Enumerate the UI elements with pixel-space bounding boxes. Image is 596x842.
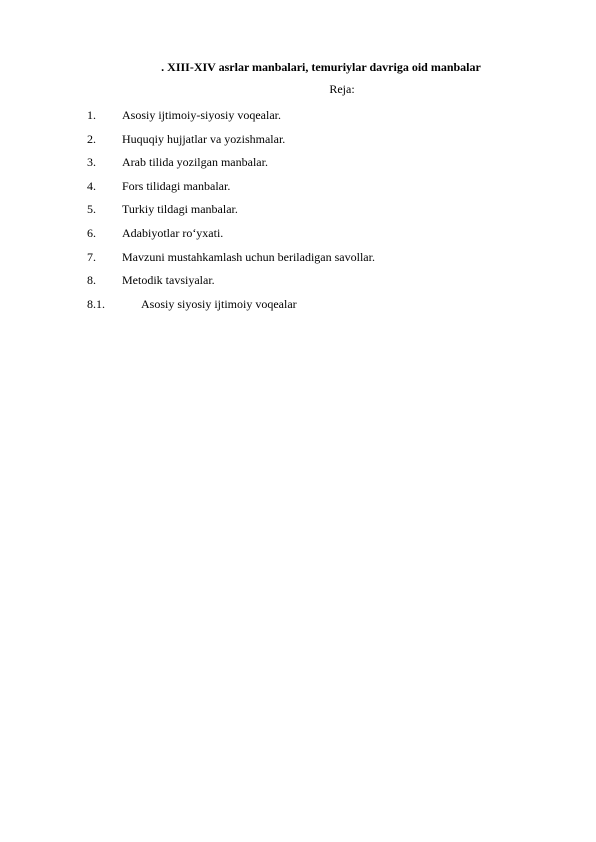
plan-list (0, 107, 596, 319)
plan-item (0, 154, 596, 178)
document-title: . XIII-XIV asrlar manbalari, temuriylar davriga oid manbalar (161, 60, 481, 74)
plan-item (0, 178, 596, 202)
plan-item (0, 201, 596, 225)
plan-item-number: 7. (87, 249, 96, 264)
plan-item-text: Asosiy siyosiy ijtimoiy voqealar (141, 296, 297, 311)
plan-item-number: 2. (87, 131, 96, 146)
plan-item-number: 6. (87, 225, 96, 240)
plan-item-text: Turkiy tildagi manbalar. (122, 202, 238, 217)
plan-item-text: Metodik tavsiyalar. (122, 273, 215, 288)
plan-item-text: Fors tilidagi manbalar. (122, 178, 231, 193)
plan-item-text: Adabiyotlar ro‘yxati. (122, 225, 224, 240)
plan-subitem (0, 296, 596, 320)
plan-item-number: 8. (87, 273, 96, 288)
plan-item-number: 4. (87, 178, 96, 193)
plan-item-number: 1. (87, 108, 96, 122)
plan-item-text: Mavzuni mustahkamlash uchun beriladigan savollar. (122, 249, 375, 264)
plan-heading: Reja: (329, 82, 355, 96)
plan-item (0, 225, 596, 249)
plan-item (0, 249, 596, 273)
plan-item-text: Arab tilida yozilgan manbalar. (122, 155, 268, 170)
plan-item-text: Huquqiy hujjatlar va yozishmalar. (122, 131, 286, 146)
plan-item-number: 3. (87, 155, 96, 170)
plan-item-number: 5. (87, 202, 96, 217)
plan-item (0, 131, 596, 155)
plan-item-text: Asosiy ijtimoiy-siyosiy voqealar. (122, 108, 281, 122)
plan-item-number: 8.1. (87, 296, 105, 311)
plan-item (0, 272, 596, 296)
plan-item (0, 107, 596, 131)
